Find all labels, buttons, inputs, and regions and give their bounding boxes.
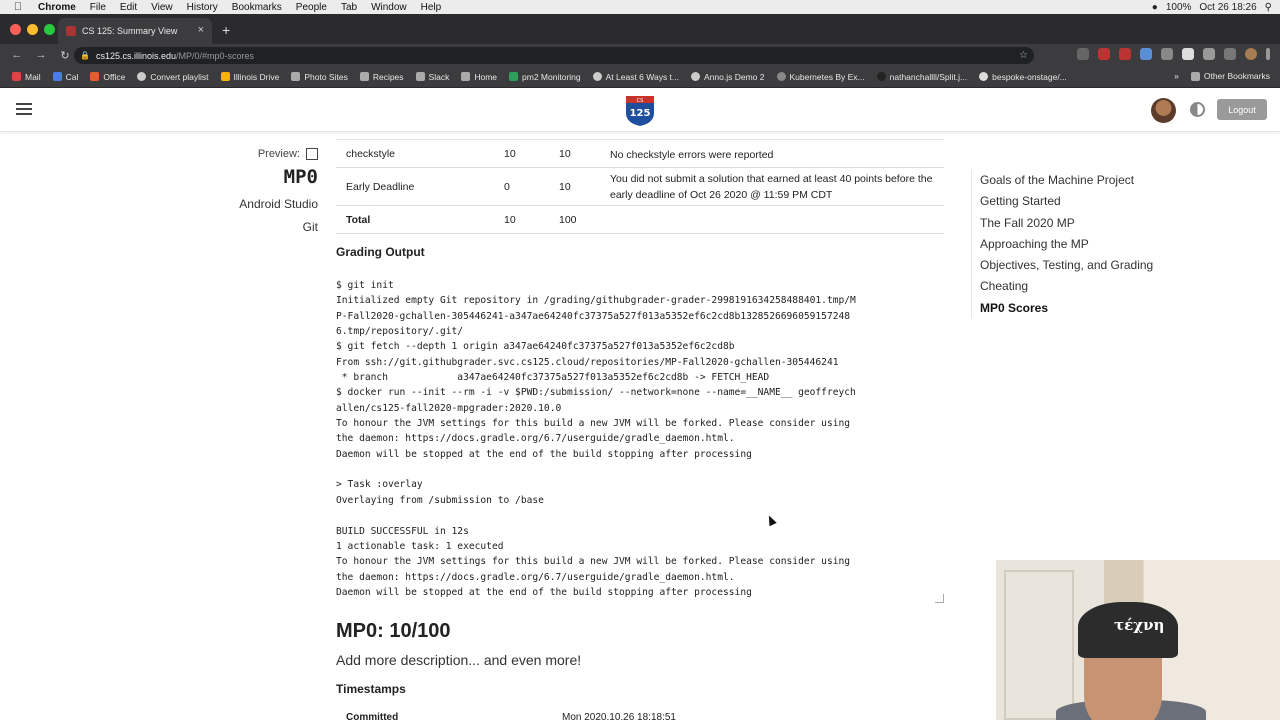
office-icon xyxy=(90,72,99,81)
extension-icon[interactable] xyxy=(1077,48,1089,60)
table-row-total xyxy=(336,206,944,234)
row-score: 0 xyxy=(504,181,510,193)
table-row xyxy=(336,140,944,168)
menu-edit[interactable]: Edit xyxy=(119,1,138,13)
globe-icon xyxy=(593,72,602,81)
folder-icon xyxy=(360,72,369,81)
puzzle-icon[interactable] xyxy=(1203,48,1215,60)
profile-avatar[interactable] xyxy=(1245,48,1257,60)
extension-icon[interactable] xyxy=(1140,48,1152,60)
browser-toolbar xyxy=(0,44,1280,66)
score-heading: MP0: 10/100 xyxy=(336,620,451,642)
tab-strip xyxy=(0,14,1280,44)
bookmark-office[interactable]: Office xyxy=(90,72,125,82)
tab-title: CS 125: Summary View xyxy=(82,26,178,36)
reading-list-icon[interactable] xyxy=(1224,48,1236,60)
bookmark-recipes[interactable]: Recipes xyxy=(360,72,404,82)
close-window-icon[interactable] xyxy=(10,24,21,35)
bookmark-cal[interactable]: Cal xyxy=(53,72,79,82)
reload-icon[interactable]: ↻ xyxy=(60,49,70,62)
toc-item-approaching[interactable]: Approaching the MP xyxy=(980,236,1089,251)
mail-icon xyxy=(12,72,21,81)
menu-dots-icon[interactable] xyxy=(1266,48,1270,60)
timestamps-heading: Timestamps xyxy=(336,682,406,696)
minimize-window-icon[interactable] xyxy=(27,24,38,35)
nav-link-git[interactable]: Git xyxy=(302,220,318,234)
toc-item-fall-2020-mp[interactable]: The Fall 2020 MP xyxy=(980,215,1075,230)
close-tab-icon[interactable]: × xyxy=(197,24,204,36)
preview-label: Preview: xyxy=(257,148,300,160)
folder-icon xyxy=(461,72,470,81)
globe-icon xyxy=(137,72,146,81)
monitoring-icon xyxy=(509,72,518,81)
table-of-contents xyxy=(971,170,1153,318)
new-tab-icon[interactable]: + xyxy=(222,22,231,38)
extension-icon[interactable] xyxy=(1161,48,1173,60)
preview-toggle[interactable] xyxy=(200,148,318,160)
bookmark-slack[interactable]: Slack xyxy=(416,72,450,82)
svg-text:125: 125 xyxy=(629,108,651,119)
extension-icon[interactable] xyxy=(1098,48,1110,60)
back-icon[interactable]: ← xyxy=(11,49,23,61)
window-controls xyxy=(10,24,55,35)
wifi-icon[interactable]: ● xyxy=(1151,1,1158,13)
extension-icon[interactable] xyxy=(1182,48,1194,60)
lock-icon: 🔒 xyxy=(80,51,90,60)
grading-output-log[interactable]: $ git init Initialized empty Git repository in /grading/githubgrader-grader-2998191634258488401.tmp/M P-Fall2020-gchallen-305446241-a347ae64240fc37375a527f013a5352ef6c2cd8b1328526696059157248 6.tmp/repository/.git/ $ git fetch --depth 1 origin a347ae64240fc37375a527f013a5352ef6c2cd8b From ssh://git.githubgrader.svc.cs125.cloud/repositories/MP-Fall2020-gchallen-305446241 * branch a347ae64240fc37375a527f013a5352ef6c2cd8b -> FETCH_HEAD $ docker run --init --rm -i -v $PWD:/submission/ --network=none --name=__NAME__ geoffreych allen/cs125-fall2020-mpgrader:2020.10.0 To honour the JVM settings for this build a new JVM will be forked. Please consider using the daemon: https://docs.gradle.org/6.7/userguide/gradle_daemon.html. Daemon will be stopped at the end of the build stopping after processing > Task :overlay Overlaying from /submission to /base BUILD SUCCESSFUL in 12s 1 actionable task: 1 executed To honour the JVM settings for this build a new JVM will be forked. Please consider using the daemon: https://docs.gradle.org/6.7/userguide/gradle_daemon.html. Daemon will be stopped at the end of the build stopping after processing xyxy=(336,280,856,598)
bookmark-photo-sites[interactable]: Photo Sites xyxy=(291,72,347,82)
folder-icon xyxy=(416,72,425,81)
menu-bookmarks[interactable]: Bookmarks xyxy=(231,1,282,13)
maximize-window-icon[interactable] xyxy=(44,24,55,35)
apple-icon[interactable] xyxy=(12,1,24,13)
search-icon[interactable]: ⚲ xyxy=(1264,1,1272,13)
menu-tab[interactable]: Tab xyxy=(340,1,358,13)
row-explanation: No checkstyle errors were reported xyxy=(610,149,774,161)
bookmark-annojs-demo[interactable]: Anno.js Demo 2 xyxy=(691,72,764,82)
row-max: 10 xyxy=(559,148,571,160)
row-name: Total xyxy=(346,214,371,226)
url-host: cs125.cs.illinois.edu xyxy=(95,50,177,61)
menu-help[interactable]: Help xyxy=(420,1,442,13)
bookmark-at-least-6-ways[interactable]: At Least 6 Ways t... xyxy=(593,72,679,82)
bookmark-star-icon[interactable]: ☆ xyxy=(1019,50,1028,61)
toc-item-cheating[interactable]: Cheating xyxy=(980,279,1029,294)
battery-percent[interactable]: 100% xyxy=(1165,1,1192,13)
timestamp-value: Mon 2020.10.26 18:18:51 xyxy=(562,712,676,723)
bookmark-kubernetes[interactable]: Kubernetes By Ex... xyxy=(777,72,865,82)
scores-table xyxy=(336,140,944,234)
mp-description: Add more description... and even more! xyxy=(336,652,582,668)
user-avatar[interactable] xyxy=(1151,98,1176,123)
menu-view[interactable]: View xyxy=(151,1,173,13)
extension-icon[interactable] xyxy=(1119,48,1131,60)
other-bookmarks[interactable]: Other Bookmarks xyxy=(1191,71,1270,81)
webcam-background-door xyxy=(1004,570,1074,720)
bookmark-split[interactable]: nathanchallll/Split.j... xyxy=(877,72,968,82)
os-menubar xyxy=(0,0,1280,14)
favicon-icon xyxy=(66,26,76,36)
svg-text:CS: CS xyxy=(636,98,644,104)
menu-file[interactable]: File xyxy=(89,1,106,13)
timestamp-label: Committed xyxy=(346,712,399,723)
row-max: 100 xyxy=(559,214,577,226)
toc-item-getting-started[interactable]: Getting Started xyxy=(980,194,1061,209)
nav-link-android-studio[interactable]: Android Studio xyxy=(239,197,318,211)
globe-icon xyxy=(691,72,700,81)
resize-handle-icon[interactable] xyxy=(935,594,944,603)
bookmark-bespoke[interactable]: bespoke-onstage/... xyxy=(979,72,1067,82)
bookmarks-bar xyxy=(0,66,1280,88)
bookmark-illinois-drive[interactable]: Illinois Drive xyxy=(221,72,280,82)
calendar-icon xyxy=(53,72,62,81)
bookmark-convert-playlist[interactable]: Convert playlist xyxy=(137,72,208,82)
webcam-cap-logo: τέχνη xyxy=(1114,616,1165,634)
mp-title: MP0 xyxy=(283,166,318,188)
app-header xyxy=(0,88,1280,132)
address-bar[interactable] xyxy=(74,47,1034,64)
toc-item-objectives[interactable]: Objectives, Testing, and Grading xyxy=(980,258,1154,273)
preview-checkbox[interactable] xyxy=(306,148,318,160)
logout-button[interactable]: Logout xyxy=(1217,99,1267,120)
menu-window[interactable]: Window xyxy=(371,1,407,13)
menu-people[interactable]: People xyxy=(295,1,327,13)
table-header-cutoff xyxy=(336,132,944,140)
bookmark-pm2-monitoring[interactable]: pm2 Monitoring xyxy=(509,72,581,82)
row-max: 10 xyxy=(559,181,571,193)
table-row xyxy=(336,168,944,206)
contrast-toggle-icon[interactable] xyxy=(1190,102,1205,117)
toc-item-goals[interactable]: Goals of the Machine Project xyxy=(980,173,1135,187)
url-path: /MP/0/#mp0-scores xyxy=(176,50,255,61)
github-icon xyxy=(877,72,886,81)
more-bookmarks-icon[interactable]: » xyxy=(1174,71,1179,81)
github-icon xyxy=(979,72,988,81)
grading-output-heading: Grading Output xyxy=(336,245,425,259)
drive-icon xyxy=(221,72,230,81)
toc-item-mp0-scores[interactable]: MP0 Scores xyxy=(980,300,1049,315)
menu-history[interactable]: History xyxy=(186,1,218,13)
folder-icon xyxy=(1191,72,1200,81)
left-nav xyxy=(200,148,318,234)
forward-icon[interactable]: → xyxy=(35,49,47,61)
bookmark-mail[interactable]: Mail xyxy=(12,72,41,82)
row-score: 10 xyxy=(504,148,516,160)
cs125-shield-logo[interactable] xyxy=(624,93,656,127)
bookmark-home[interactable]: Home xyxy=(461,72,497,82)
browser-tab[interactable] xyxy=(58,18,212,44)
row-score: 10 xyxy=(504,214,516,226)
webcam-overlay xyxy=(996,560,1280,720)
row-name: Early Deadline xyxy=(346,181,415,193)
row-name: checkstyle xyxy=(346,148,396,160)
row-explanation: You did not submit a solution that earned at least 40 points before the early deadline of Oct 26 2020 @ 11:59 PM CDT xyxy=(610,173,933,201)
hamburger-menu-icon[interactable] xyxy=(16,103,32,115)
menu-app[interactable]: Chrome xyxy=(38,1,76,13)
extensions xyxy=(1077,48,1270,60)
clock[interactable]: Oct 26 18:26 xyxy=(1199,1,1257,13)
folder-icon xyxy=(291,72,300,81)
globe-icon xyxy=(777,72,786,81)
